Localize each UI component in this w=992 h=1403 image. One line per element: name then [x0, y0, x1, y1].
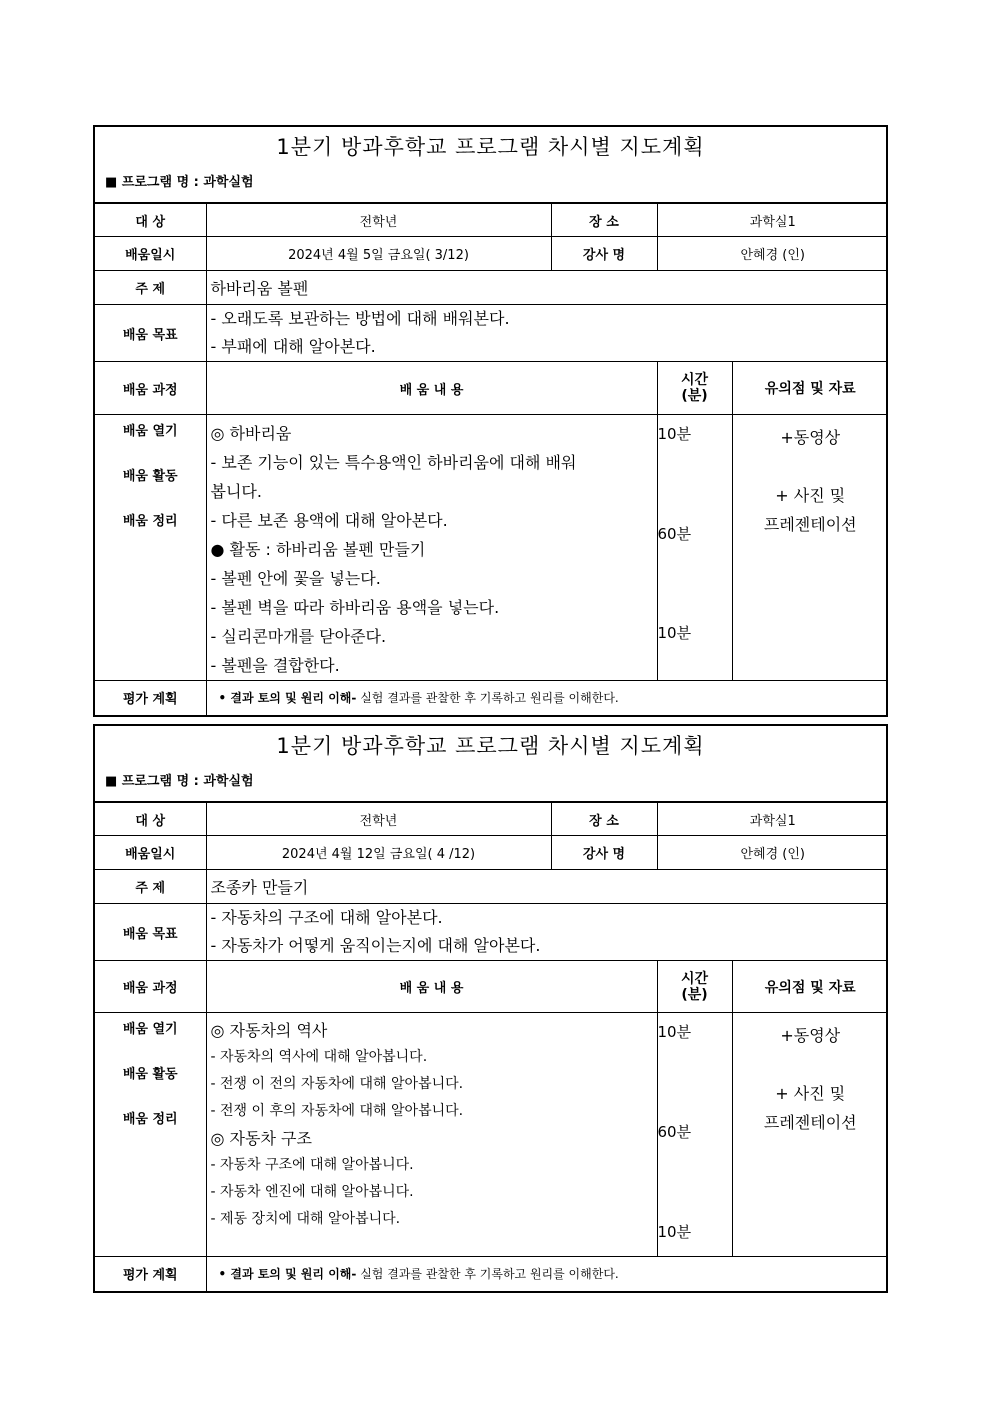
- time-wrapup: 10분: [657, 1223, 692, 1241]
- date-value: 2024년 4월 5일 금요일( 3/12): [206, 237, 551, 271]
- place-label: 장 소: [551, 803, 657, 836]
- note-video: +동영상: [780, 428, 841, 447]
- content-line: - 다른 보존 용액에 대해 알아본다.: [210, 511, 448, 530]
- goal-list: [206, 904, 888, 961]
- time-activity: 60분: [657, 1123, 692, 1141]
- goal-label: 배움 목표: [95, 904, 206, 961]
- eval-value: [206, 1257, 888, 1291]
- step-open: 배움 열기: [122, 424, 178, 439]
- content-line: - 제동 장치에 대해 알아봅니다.: [210, 1211, 401, 1227]
- content-line: ● 활동 : 하바리움 볼펜 만들기: [210, 540, 426, 559]
- notes-label: 유의점 및 자료: [732, 362, 888, 415]
- eval-text: 실험 결과를 관찰한 후 기록하고 원리를 이해한다.: [356, 691, 619, 706]
- step-activity: 배움 활동: [122, 1067, 178, 1082]
- time-label: 시간 (분): [657, 362, 732, 415]
- plan-table: [95, 802, 888, 1291]
- eval-heading: • 결과 토의 및 원리 이해-: [218, 691, 357, 706]
- place-value: 과학실1: [657, 204, 888, 237]
- content-line: - 자동차 구조에 대해 알아봅니다.: [210, 1157, 414, 1173]
- place-value: 과학실1: [657, 803, 888, 836]
- goal-item: - 부패에 대해 알아본다.: [210, 337, 376, 356]
- date-label: 배움일시: [95, 237, 206, 271]
- time-open: 10분: [657, 425, 692, 443]
- time-list: [657, 415, 732, 681]
- step-wrapup: 배움 정리: [122, 514, 178, 529]
- date-label: 배움일시: [95, 836, 206, 870]
- topic-label: 주 제: [95, 870, 206, 904]
- content-line: - 볼펜 안에 꽃을 넣는다.: [210, 569, 381, 588]
- target-label: 대 상: [95, 204, 206, 237]
- content-label: 배 움 내 용: [206, 362, 657, 415]
- plan-title: 1분기 방과후학교 프로그램 차시별 지도계획: [276, 734, 705, 758]
- teacher-value: 안혜경 (인): [657, 237, 888, 271]
- eval-label: 평가 계획: [95, 1257, 206, 1291]
- content-list: [206, 415, 657, 681]
- content-line: - 자동차의 역사에 대해 알아봅니다.: [210, 1049, 428, 1065]
- time-wrapup: 10분: [657, 624, 692, 642]
- target-value: 전학년: [206, 803, 551, 836]
- note-presentation: 프레젠테이션: [763, 515, 857, 534]
- goal-item: - 자동차가 어떻게 움직이는지에 대해 알아본다.: [210, 936, 541, 955]
- content-line: - 전쟁 이 후의 자동차에 대해 알아봅니다.: [210, 1103, 464, 1119]
- eval-heading: • 결과 토의 및 원리 이해-: [218, 1267, 357, 1282]
- place-label: 장 소: [551, 204, 657, 237]
- time-open: 10분: [657, 1023, 692, 1041]
- step-list: [95, 415, 206, 681]
- step-list: [95, 1013, 206, 1257]
- eval-label: 평가 계획: [95, 681, 206, 715]
- goal-list: [206, 305, 888, 362]
- program-name: ■ 프로그램 명 : 과학실험: [95, 167, 886, 203]
- content-line: - 볼펜 벽을 따라 하바리움 용액을 넣는다.: [210, 598, 500, 617]
- time-label: 시간 (분): [657, 961, 732, 1013]
- teacher-value: 안혜경 (인): [657, 836, 888, 870]
- time-list: [657, 1013, 732, 1257]
- content-line: - 보존 기능이 있는 특수용액인 하바리움에 대해 배워: [210, 453, 577, 472]
- note-photo: + 사진 및: [775, 486, 846, 505]
- target-label: 대 상: [95, 803, 206, 836]
- eval-value: [206, 681, 888, 715]
- content-line: - 자동차 엔진에 대해 알아봅니다.: [210, 1184, 414, 1200]
- plan-title: 1분기 방과후학교 프로그램 차시별 지도계획: [276, 135, 705, 159]
- step-wrapup: 배움 정리: [122, 1112, 178, 1127]
- lesson-plan-2: [93, 724, 888, 1293]
- process-label: 배움 과정: [95, 961, 206, 1013]
- topic-value: 조종카 만들기: [206, 870, 888, 904]
- content-line: - 실리콘마개를 닫아준다.: [210, 627, 387, 646]
- plan-table: [95, 203, 888, 715]
- target-value: 전학년: [206, 204, 551, 237]
- content-line: - 볼펜을 결합한다.: [210, 656, 340, 675]
- note-video: +동영상: [780, 1026, 841, 1045]
- step-open: 배움 열기: [122, 1022, 178, 1037]
- content-line: ◎ 자동차의 역사: [210, 1021, 328, 1040]
- goal-label: 배움 목표: [95, 305, 206, 362]
- content-label: 배 움 내 용: [206, 961, 657, 1013]
- content-line: ◎ 하바리움: [210, 424, 292, 443]
- notes-list: [732, 415, 888, 681]
- teacher-label: 강사 명: [551, 237, 657, 271]
- program-name: ■ 프로그램 명 : 과학실험: [95, 766, 886, 802]
- step-activity: 배움 활동: [122, 469, 178, 484]
- content-line: - 전쟁 이 전의 자동차에 대해 알아봅니다.: [210, 1076, 464, 1092]
- notes-label: 유의점 및 자료: [732, 961, 888, 1013]
- note-presentation: 프레젠테이션: [763, 1113, 857, 1132]
- content-line: ◎ 자동차 구조: [210, 1129, 312, 1148]
- teacher-label: 강사 명: [551, 836, 657, 870]
- content-list: [206, 1013, 657, 1257]
- process-label: 배움 과정: [95, 362, 206, 415]
- topic-value: 하바리움 볼펜: [206, 271, 888, 305]
- goal-item: - 오래도록 보관하는 방법에 대해 배워본다.: [210, 309, 510, 328]
- time-activity: 60분: [657, 525, 692, 543]
- topic-label: 주 제: [95, 271, 206, 305]
- notes-list: [732, 1013, 888, 1257]
- date-value: 2024년 4월 12일 금요일( 4 /12): [206, 836, 551, 870]
- goal-item: - 자동차의 구조에 대해 알아본다.: [210, 908, 443, 927]
- note-photo: + 사진 및: [775, 1084, 846, 1103]
- eval-text: 실험 결과를 관찰한 후 기록하고 원리를 이해한다.: [356, 1267, 619, 1282]
- lesson-plan-1: [93, 125, 888, 717]
- content-line: 봅니다.: [210, 482, 262, 501]
